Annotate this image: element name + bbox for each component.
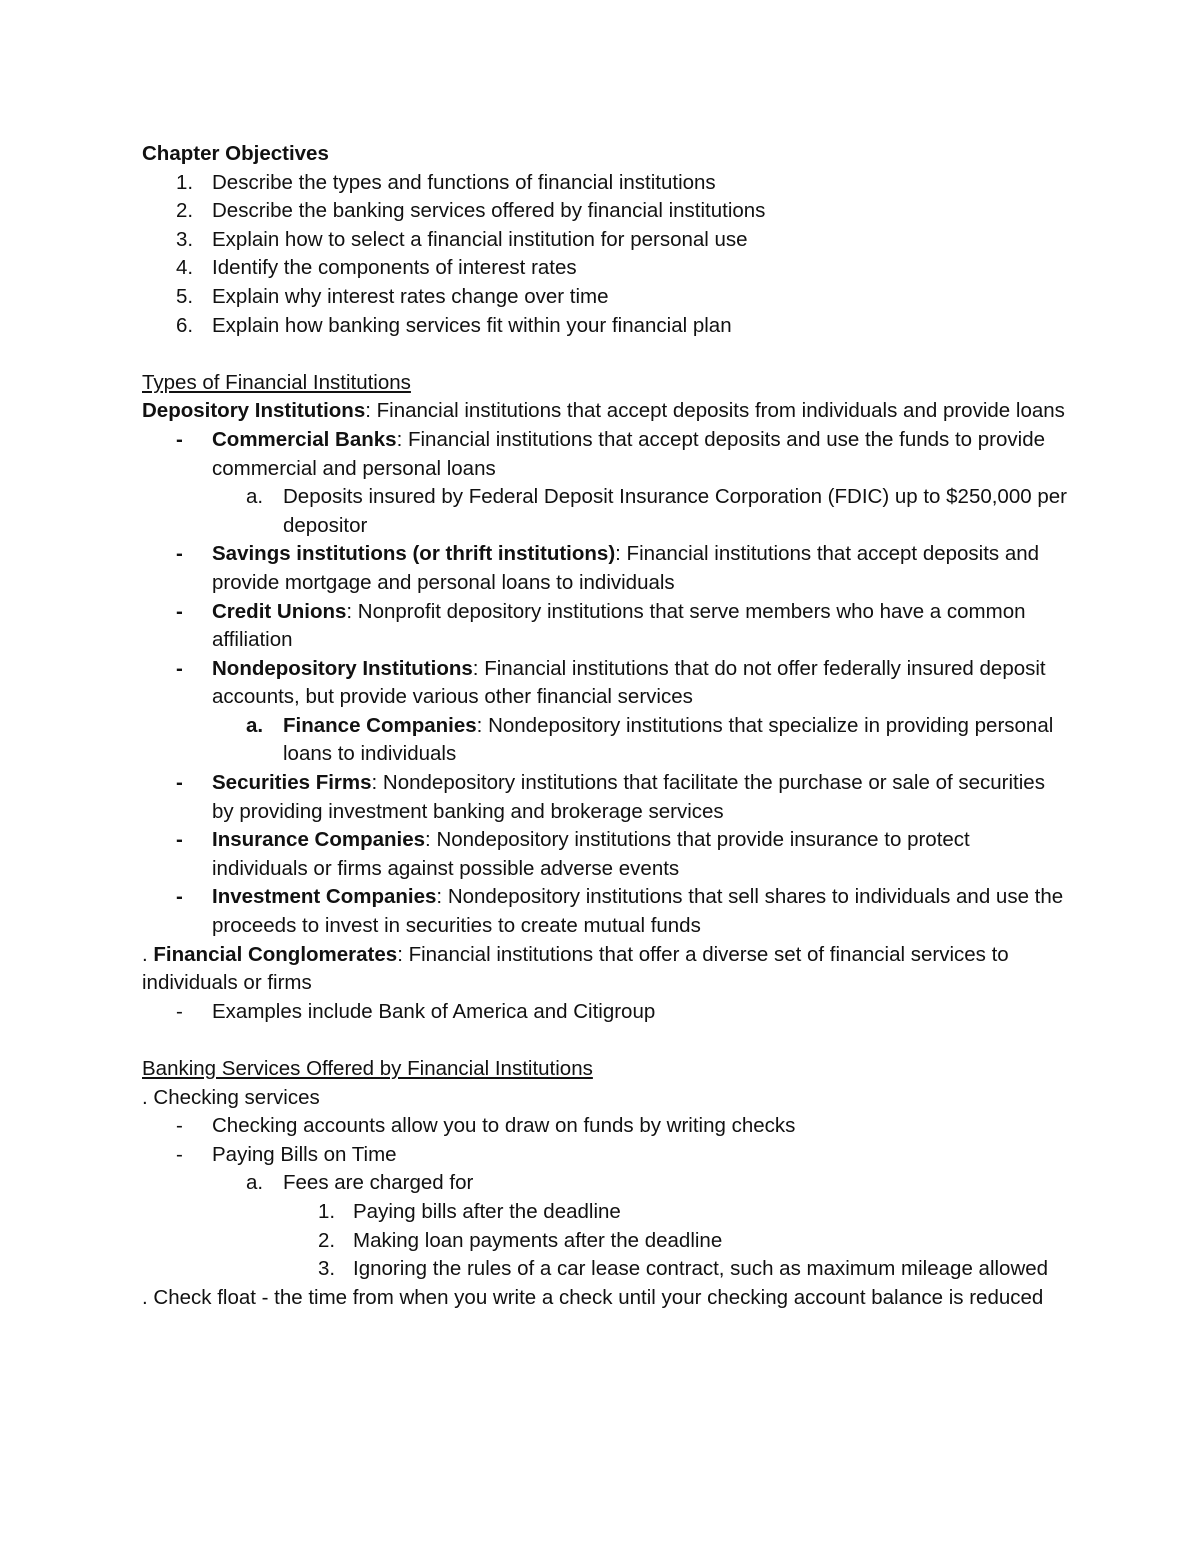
objective-number: 2.: [176, 199, 194, 223]
sub-text: Deposits insured by Federal Deposit Insurance Corporation (FDIC) up to $250,000 per depositor: [283, 485, 1067, 537]
bullet: -: [176, 656, 183, 680]
objective-text: Describe the types and functions of financial institutions: [212, 170, 716, 194]
prefix: .: [142, 942, 154, 966]
definition: : Nonprofit depository institutions that serve members who have a common affiliation: [212, 599, 1026, 652]
list-item: [142, 998, 1067, 1027]
objectives-title: Chapter Objectives: [142, 142, 329, 165]
definition: : Nondepository institutions that sell shares to individuals and use the proceeds to invest in securities to create mutual funds: [212, 885, 1064, 938]
objective-item: [142, 283, 1067, 312]
term: Financial Conglomerates: [153, 942, 398, 966]
list-item: [142, 540, 1067, 597]
definition: : Financial institutions that do not offer federally insured deposit accounts, but provide various other financial services: [212, 656, 1046, 709]
spacer: [142, 340, 1067, 369]
list-item: [142, 598, 1067, 655]
definition: : Nondepository institutions that facilitate the purchase or sale of securities by providing investment banking and brokerage services: [212, 771, 1045, 823]
sub-list-item: [142, 483, 1067, 540]
term: Insurance Companies: [212, 828, 426, 852]
term: Commercial Banks: [212, 427, 397, 451]
definition: : Financial institutions that accept deposits and use the funds to provide commercial and personal loans: [212, 427, 1046, 480]
bullet: -: [176, 828, 183, 852]
objective-item: [142, 226, 1067, 255]
bullet: -: [176, 885, 183, 909]
objective-item: [142, 169, 1067, 198]
list-item: [142, 769, 1067, 826]
objective-item: [142, 254, 1067, 283]
objective-number: 4.: [176, 256, 194, 280]
objective-text: Explain why interest rates change over time: [212, 284, 609, 308]
bullet: -: [176, 1114, 183, 1138]
fee-number: 3.: [318, 1257, 336, 1281]
sub-term: Finance Companies: [283, 713, 477, 737]
fee-number: 2.: [318, 1228, 336, 1252]
term: Nondepository Institutions: [212, 656, 473, 680]
definition: : Nondepository institutions that provide insurance to protect individuals or firms against possible adverse events: [212, 828, 970, 880]
types-heading: Types of Financial Institutions: [142, 370, 411, 394]
bullet: -: [176, 599, 183, 623]
sub-marker: a.: [246, 713, 264, 737]
objective-item: [142, 312, 1067, 341]
objective-number: 6.: [176, 313, 194, 337]
sub-list-item: [142, 712, 1067, 769]
fee-item: [142, 1255, 1067, 1284]
list-item: [142, 826, 1067, 883]
checking-services: . Checking services: [142, 1085, 320, 1109]
definition: : Financial institutions that accept deposits and provide mortgage and personal loans to individuals: [212, 542, 1040, 594]
list-item: [142, 1112, 1067, 1141]
fee-item: [142, 1198, 1067, 1227]
depository-definition: [142, 397, 1067, 426]
objective-number: 5.: [176, 284, 194, 308]
definition: : Financial institutions that accept deposits from individuals and provide loans: [365, 399, 1065, 423]
list-item: [142, 426, 1067, 483]
objective-text: Identify the components of interest rates: [212, 256, 577, 280]
item-text: Paying Bills on Time: [212, 1142, 397, 1166]
sub-marker: a.: [246, 1171, 264, 1195]
fee-text: Making loan payments after the deadline: [353, 1228, 723, 1252]
sub-marker: a.: [246, 485, 264, 509]
objective-text: Explain how banking services fit within your financial plan: [212, 313, 732, 337]
item-text: Checking accounts allow you to draw on funds by writing checks: [212, 1114, 796, 1138]
objective-item: [142, 197, 1067, 226]
term: Depository Institutions: [142, 399, 366, 423]
banking-heading: Banking Services Offered by Financial Institutions: [142, 1057, 593, 1080]
term: Securities Firms: [212, 771, 372, 795]
bullet: -: [176, 999, 183, 1023]
list-item: [142, 1141, 1067, 1170]
objective-text: Explain how to select a financial institution for personal use: [212, 227, 748, 251]
bullet: -: [176, 771, 183, 795]
bullet: -: [176, 427, 183, 451]
term: Savings institutions (or thrift institutions): [212, 542, 616, 566]
term: Credit Unions: [212, 599, 347, 623]
bullet: -: [176, 542, 183, 566]
check-float: . Check float - the time from when you write a check until your checking account balance is reduced: [142, 1285, 1044, 1309]
term: Investment Companies: [212, 885, 437, 909]
definition: : Financial institutions that offer a diverse set of financial services to individuals or firms: [142, 942, 1009, 995]
spacer: [142, 1026, 1067, 1055]
fee-number: 1.: [318, 1199, 336, 1223]
objective-text: Describe the banking services offered by financial institutions: [212, 199, 766, 223]
conglomerates-definition: [142, 941, 1067, 998]
sub-text: Fees are charged for: [283, 1171, 474, 1195]
list-item: [142, 883, 1067, 940]
bullet: -: [176, 1142, 183, 1166]
fee-text: Paying bills after the deadline: [353, 1199, 621, 1223]
fee-text: Ignoring the rules of a car lease contract, such as maximum mileage allowed: [353, 1257, 1049, 1281]
fee-item: [142, 1227, 1067, 1256]
sub-text: : Nondepository institutions that specialize in providing personal loans to individuals: [283, 713, 1054, 766]
objective-number: 3.: [176, 227, 194, 251]
list-item: [142, 655, 1067, 712]
document-page: [142, 140, 1067, 1312]
objective-number: 1.: [176, 170, 194, 194]
sub-list-item: [142, 1169, 1067, 1198]
example-text: Examples include Bank of America and Citigroup: [212, 999, 656, 1023]
